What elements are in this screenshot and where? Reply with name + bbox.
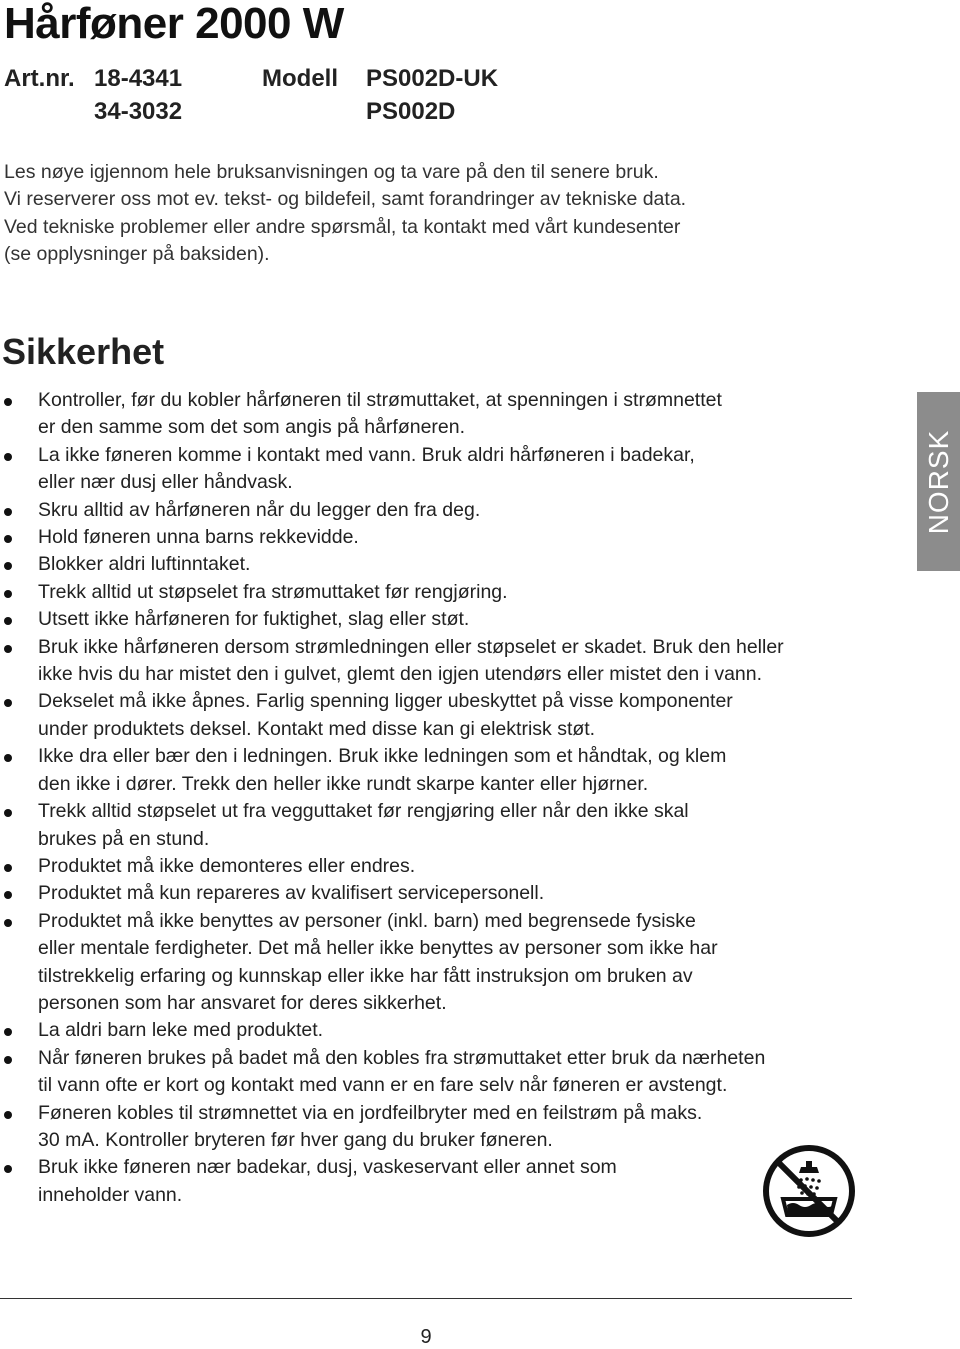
safety-bullet-line: Kontroller, før du kobler hårføneren til strømuttaket, at spenningen i strømnettet xyxy=(38,389,722,411)
safety-bullet-item xyxy=(0,743,860,798)
safety-bullet-item xyxy=(0,606,860,633)
safety-bullet-item xyxy=(0,579,860,606)
safety-bullet-item xyxy=(0,1100,860,1155)
safety-bullet-item xyxy=(0,908,860,1018)
safety-bullet-item xyxy=(0,497,860,524)
safety-bullet-line: Hold føneren unna barns rekkevidde. xyxy=(38,526,359,549)
safety-bullet-line: den ikke i dører. Trekk den heller ikke rundt skarpe kanter eller hjørner. xyxy=(38,772,649,795)
safety-bullet-line: Bruk ikke føneren nær badekar, dusj, vaskeservant eller annet som xyxy=(38,1156,617,1179)
safety-bullet-line: Produktet må ikke benyttes av personer (inkl. barn) med begrensede fysiske xyxy=(38,909,696,932)
intro-line: (se opplysninger på baksiden). xyxy=(4,242,270,265)
safety-bullet-item xyxy=(0,1017,860,1044)
safety-bullet-line: Ikke dra eller bær den i ledningen. Bruk ikke ledningen som et håndtak, og klem xyxy=(38,745,727,768)
safety-bullet-line: Trekk alltid ut støpselet fra strømuttaket før rengjøring. xyxy=(38,580,508,603)
safety-bullet-line: personen som har ansvaret for deres sikkerhet. xyxy=(38,991,447,1014)
safety-bullet-line: tilstrekkelig erfaring og kunnskap eller ikke har fått instruksjon om bruken av xyxy=(38,964,693,987)
safety-bullet-item xyxy=(0,634,860,689)
safety-bullet-line: Dekselet må ikke åpnes. Farlig spenning ligger ubeskyttet på visse komponenter xyxy=(38,690,733,713)
safety-bullet-line: brukes på en stund. xyxy=(38,827,210,850)
safety-bullet-line: Blokker aldri luftinntaket. xyxy=(38,553,251,576)
model-label: Modell xyxy=(262,65,338,92)
safety-bullet-line: Trekk alltid støpselet ut fra vegguttaket før rengjøring eller når den ikke skal xyxy=(38,800,689,823)
safety-bullet-item xyxy=(0,853,860,880)
safety-bullet-line: Når føneren brukes på badet må den kobles fra strømuttaket etter bruk da nærheten xyxy=(38,1046,766,1069)
safety-bullet-line: eller mentale ferdigheter. Det må heller ikke benyttes av personer som ikke har xyxy=(38,937,718,960)
intro-text xyxy=(4,159,864,268)
safety-bullet-line: Bruk ikke hårføneren dersom strømledningen eller støpselet er skadet. Bruk den heller xyxy=(38,635,784,658)
article-number: 34-3032 xyxy=(94,98,183,125)
article-number: 18-4341 xyxy=(94,65,183,92)
safety-bullet-line: La ikke føneren komme i kontakt med vann. Bruk aldri hårføneren i badekar, xyxy=(38,443,695,466)
language-tab-label: NORSK xyxy=(922,429,954,534)
safety-list xyxy=(0,387,860,1209)
article-info xyxy=(4,62,498,128)
safety-bullet-item xyxy=(0,798,860,853)
safety-bullet-line: ikke hvis du har mistet den i gulvet, glemt den igjen utendørs eller mistet den i vann. xyxy=(38,663,763,686)
safety-bullet-line: 30 mA. Kontroller bryteren før hver gang du bruker føneren. xyxy=(38,1128,553,1151)
safety-bullet-line: under produktets deksel. Kontakt med disse kan gi elektrisk støt. xyxy=(38,717,596,740)
safety-bullet-line: Produktet må ikke demonteres eller endres. xyxy=(38,854,416,877)
model-number: PS002D xyxy=(366,98,456,125)
safety-bullet-item xyxy=(0,880,860,907)
safety-bullet-item xyxy=(0,1154,860,1209)
safety-bullet-line: Skru alltid av hårføneren når du legger den fra deg. xyxy=(38,498,481,521)
safety-bullet-line: inneholder vann. xyxy=(38,1183,183,1206)
safety-bullet-line: La aldri barn leke med produktet. xyxy=(38,1019,324,1042)
safety-bullet-item xyxy=(0,387,860,442)
model-number: PS002D-UK xyxy=(366,65,499,92)
language-tab xyxy=(917,392,960,571)
footer-divider xyxy=(0,1298,852,1299)
safety-bullet-item xyxy=(0,442,860,497)
page-number: 9 xyxy=(420,1326,432,1348)
intro-line: Les nøye igjennom hele bruksanvisningen og ta vare på den til senere bruk. xyxy=(4,161,659,183)
safety-bullet-item xyxy=(0,688,860,743)
intro-line: Ved tekniske problemer eller andre spørsmål, ta kontakt med vårt kundesenter xyxy=(4,215,681,238)
section-heading-safety: Sikkerhet xyxy=(2,331,165,372)
safety-bullet-item xyxy=(0,551,860,578)
intro-line: Vi reserverer oss mot ev. tekst- og bildefeil, samt forandringer av tekniske data. xyxy=(4,188,687,211)
safety-bullet-line: Produktet må kun repareres av kvalifisert servicepersonell. xyxy=(38,882,545,905)
page-title: Hårføner 2000 W xyxy=(4,0,344,48)
article-number-label: Art.nr. xyxy=(4,65,75,92)
safety-bullet-item xyxy=(0,1045,860,1100)
safety-bullet-line: eller nær dusj eller håndvask. xyxy=(38,471,293,494)
safety-bullet-line: Utsett ikke hårføneren for fuktighet, slag eller støt. xyxy=(38,608,470,631)
safety-bullet-line: til vann ofte er kort og kontakt med vann er en fare selv når føneren er avstengt. xyxy=(38,1074,728,1097)
no-water-shower-bath-icon xyxy=(761,1143,857,1239)
safety-bullet-item xyxy=(0,524,860,551)
safety-bullet-line: Føneren kobles til strømnettet via en jordfeilbryter med en feilstrøm på maks. xyxy=(38,1101,703,1124)
safety-bullet-line: er den samme som det som angis på hårføneren. xyxy=(38,416,466,439)
